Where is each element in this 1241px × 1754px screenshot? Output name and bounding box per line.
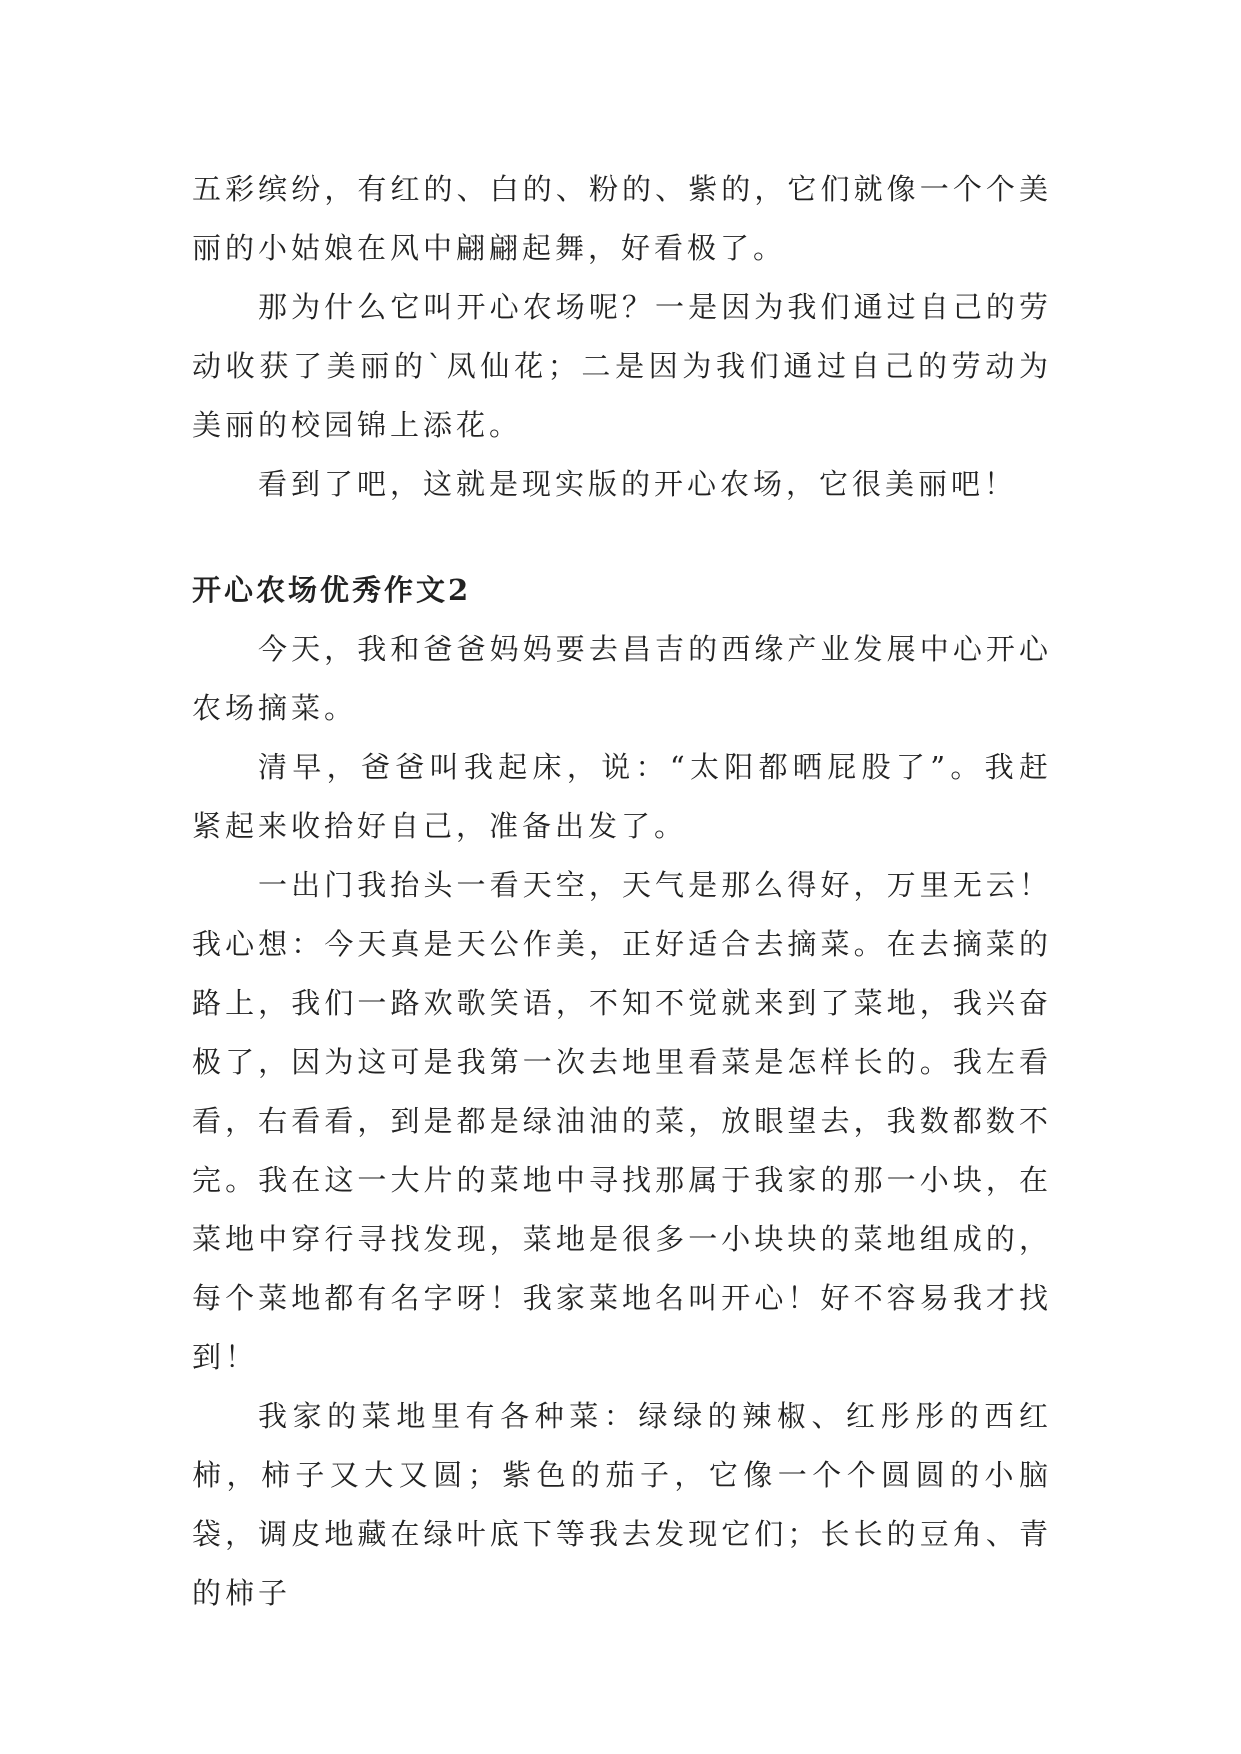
paragraph-6: 一出门我抬头一看天空，天气是那么得好，万里无云！我心想：今天真是天公作美，正好适合去摘菜。在去摘菜的路上，我们一路欢歌笑语，不知不觉就来到了菜地，我兴奋极了，因为这可是我第一次去地里看菜是怎样长的。我左看看，右看看，到是都是绿油油的菜，放眼望去，我数都数不完。我在这一大片的菜地中寻找那属于我家的那一小块，在菜地中穿行寻找发现，菜地是很多一小块块的菜地组成的，每个菜地都有名字呀！我家菜地名叫开心！好不容易我才找到！ [192,868,1052,1374]
paragraph-3: 看到了吧，这就是现实版的开心农场，它很美丽吧！ [258,467,1018,501]
paragraph-4: 今天，我和爸爸妈妈要去昌吉的西缘产业发展中心开心农场摘菜。 [192,632,1052,725]
section-title: 开心农场优秀作文2 [192,573,472,607]
paragraph-1: 五彩缤纷，有红的、白的、粉的、紫的，它们就像一个个美丽的小姑娘在风中翩翩起舞，好看极了。 [192,172,1052,265]
document-body [192,160,1052,1623]
paragraph-2: 那为什么它叫开心农场呢？一是因为我们通过自己的劳动收获了美丽的`凤仙花；二是因为我们通过自己的劳动为美丽的校园锦上添花。 [192,290,1052,442]
paragraph-5: 清早，爸爸叫我起床，说：“太阳都晒屁股了”。我赶紧起来收拾好自己，准备出发了。 [192,750,1052,843]
paragraph-7: 我家的菜地里有各种菜：绿绿的辣椒、红彤彤的西红柿，柿子又大又圆；紫色的茄子，它像一个个圆圆的小脑袋，调皮地藏在绿叶底下等我去发现它们；长长的豆角、青的柿子 [192,1399,1052,1610]
